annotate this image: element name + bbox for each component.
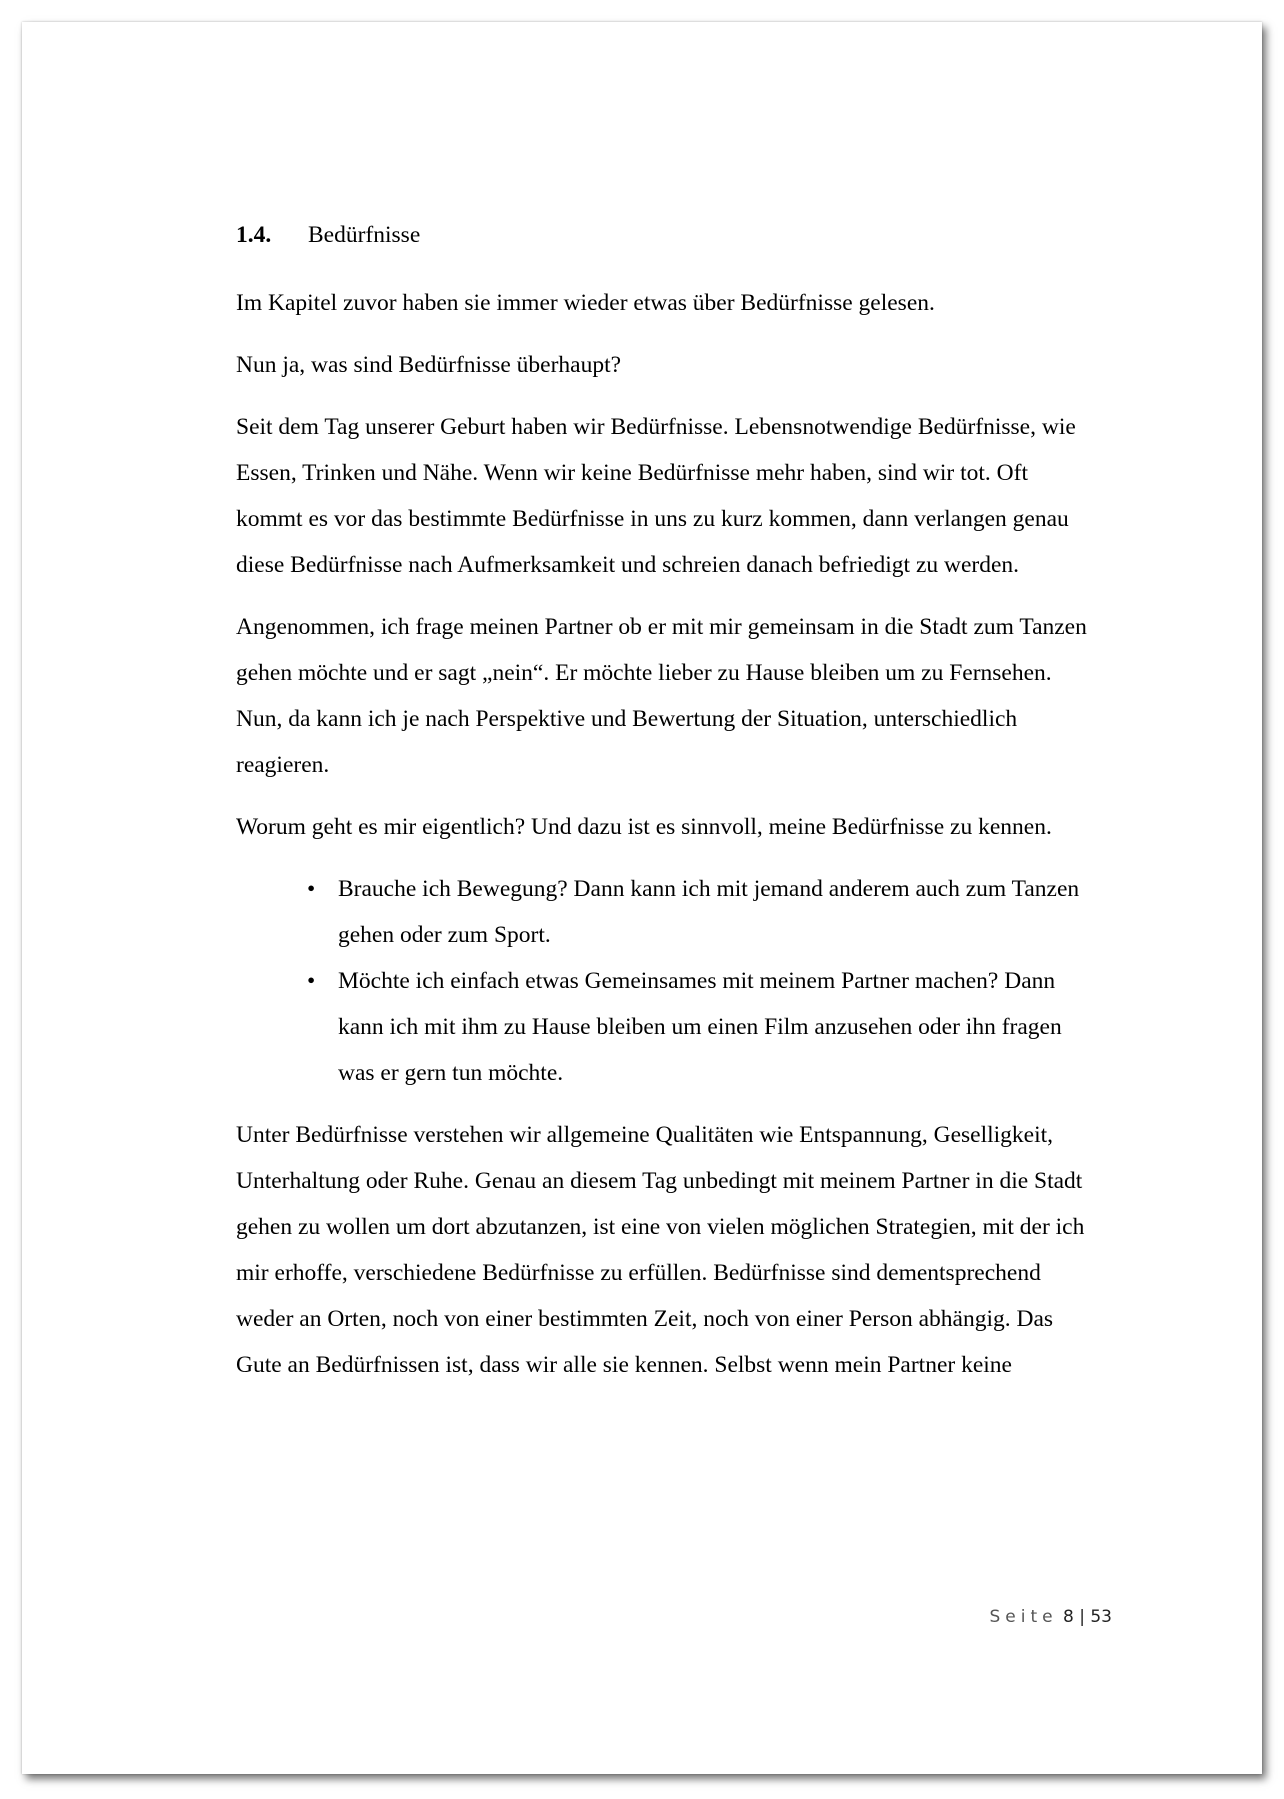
paragraph-what-matters: Worum geht es mir eigentlich? Und dazu ist es sinnvoll, meine Bedürfnisse zu kennen.	[236, 814, 1052, 840]
page-number: 8	[1062, 1607, 1074, 1627]
paragraph-question: Nun ja, was sind Bedürfnisse überhaupt?	[236, 352, 622, 378]
page-label: Seite	[989, 1607, 1058, 1627]
section-title: Bedürfnisse	[308, 222, 421, 248]
list-item	[307, 866, 1096, 958]
bullet-icon: •	[307, 876, 316, 902]
page-footer	[989, 1607, 1112, 1627]
page-total: 53	[1090, 1607, 1112, 1627]
bullet-icon: •	[307, 968, 316, 994]
paragraph-birth-needs: Seit dem Tag unserer Geburt haben wir Bedürfnisse. Lebensnotwendige Bedürfnisse, wie Essen, Trinken und Nähe. Wenn wir keine Bedürfnisse mehr haben, sind wir tot. Oft kommt es vor das bestimmte Bedürfnisse in uns zu kurz kommen, dann verlangen genau diese Bedürfnisse nach Aufmerksamkeit und schreien danach befriedigt zu werden.	[236, 414, 1076, 578]
list-item-text: Brauche ich Bewegung? Dann kann ich mit jemand anderem auch zum Tanzen gehen oder zum Sport.	[338, 876, 1080, 948]
paragraph-intro: Im Kapitel zuvor haben sie immer wieder etwas über Bedürfnisse gelesen.	[236, 290, 935, 316]
list-item	[307, 958, 1096, 1096]
page-body	[236, 212, 1096, 1404]
paragraph-needs-definition: Unter Bedürfnisse verstehen wir allgemeine Qualitäten wie Entspannung, Geselligkeit, Unterhaltung oder Ruhe. Genau an diesem Tag unbedingt mit meinem Partner in die Stadt gehen zu wollen um dort abzutanzen, ist eine von vielen möglichen Strategien, mit der ich mir erhoffe, verschiedene Bedürfnisse zu erfüllen. Bedürfnisse sind dementsprechend weder an Orten, noch von einer bestimmten Zeit, noch von einer Person abhängig. Das Gute an Bedürfnissen ist, dass wir alle sie kennen. Selbst wenn mein Partner keine	[236, 1122, 1085, 1378]
document-page	[22, 22, 1262, 1774]
list-item-text: Möchte ich einfach etwas Gemeinsames mit meinem Partner machen? Dann kann ich mit ihm zu Hause bleiben um einen Film anzusehen oder ihn fragen was er gern tun möchte.	[338, 968, 1062, 1086]
paragraph-partner-example: Angenommen, ich frage meinen Partner ob er mit mir gemeinsam in die Stadt zum Tanzen gehen möchte und er sagt „nein“. Er möchte lieber zu Hause bleiben um zu Fernsehen. Nun, da kann ich je nach Perspektive und Bewertung der Situation, unterschiedlich reagieren.	[236, 614, 1087, 778]
bullet-list	[236, 866, 1096, 1096]
section-heading	[236, 212, 1096, 258]
section-number: 1.4.	[236, 222, 272, 248]
page-separator: |	[1079, 1607, 1085, 1627]
